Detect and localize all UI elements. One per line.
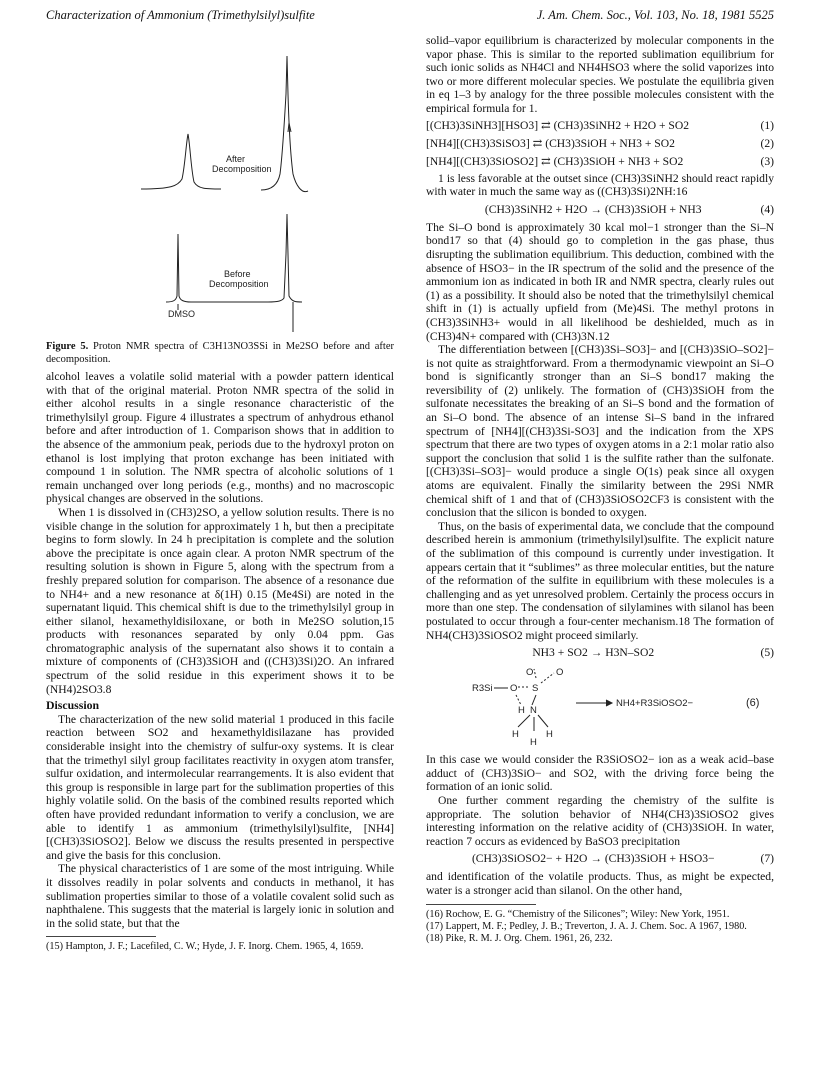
- label-after-2: Decomposition: [212, 164, 272, 174]
- mechanism-6: [426, 665, 774, 749]
- equation-7: (CH3)3SiOSO2− + H2O → (CH3)3SiOH + HSO3− (7): [471, 852, 774, 866]
- footnote-rule: [46, 936, 156, 937]
- label-dmso: DMSO: [168, 309, 195, 319]
- mech-product: NH4+R3SiOSO2−: [616, 698, 694, 710]
- label-before-2: Decomposition: [209, 279, 269, 289]
- mech-r3si: R3Si: [472, 683, 493, 695]
- svg-text:N: N: [530, 705, 537, 717]
- right-paragraph-7: One further comment regarding the chemistry of the sulfite is appropriate. The solution behavior of NH4(CH3)3SiOSO2 gives interesting information on the relative acidity of (CH3)3SiOH. In water, reaction 7 occurs as evidenced by BaSO3 precipitation: [426, 793, 774, 848]
- footnote-rule-right: [426, 904, 536, 905]
- svg-text:H: H: [530, 737, 537, 749]
- figure-caption: Figure 5. Proton NMR spectra of C3H13NO3SSi in Me2SO before and after decomposition.: [46, 341, 394, 365]
- right-paragraph-2: 1 is less favorable at the outset since (CH3)3SiNH2 should react rapidly with water in much the same way as ((CH3)3Si)2NH:16: [426, 171, 774, 199]
- header-title: Characterization of Ammonium (Trimethylsilyl)sulfite: [46, 8, 315, 22]
- four-center-mechanism: [426, 665, 774, 749]
- right-column: [426, 34, 774, 945]
- right-paragraph-3: The Si–O bond is approximately 30 kcal mol−1 stronger than the Si–N bond17 so that (4) should go to completion in the gas phase, thus disrupting the sublimation equilibrium. This deduction, combined with the absence of HSO3− in the IR spectrum of the solid and the presence of the ammonium ion as indicated in both IR and NMR spectra, clearly rules out (1) as a possibility. It should also be noted that the trimethylsilyl chemical shift in (1) is actually upfield from (Me)4Si. The methyl protons in (CH3)3SiNH3+ would in all likelihood be deshielded, much as in (CH3)4N+ compared with (CH3)3N.12: [426, 220, 774, 343]
- nmr-spectra-plot: [46, 34, 394, 334]
- section-heading-discussion: Discussion: [46, 698, 100, 713]
- equation-2: [NH4][(CH3)3SiSO3] ⇄ (CH3)3SiOH + NH3 + SO2 (2): [426, 136, 774, 150]
- svg-text:O: O: [510, 683, 518, 695]
- right-paragraph-1: solid–vapor equilibrium is characterized by molecular components in the vapor phase. This is similar to the reported sublimation equilibrium for such ionic solids as NH4Cl and NH4HSO3 where the solid vaporizes into two or more different molecular species. We postulate the equilibria given in eq 1–3 by analogy for the three possible molecules consistent with the empirical formula for 1.: [426, 34, 774, 115]
- label-after: After: [226, 154, 246, 164]
- svg-text:H: H: [512, 729, 519, 741]
- right-paragraph-8: and identification of the volatile products. Thus, as might be expected, water is a stronger acid than silanol. On the other hand,: [426, 870, 774, 897]
- figure-5: [46, 34, 394, 339]
- svg-text:H: H: [546, 729, 553, 741]
- running-header: [46, 8, 774, 26]
- footnote-16: (16) Rochow, E. G. “Chemistry of the Silicones”; Wiley: New York, 1951.: [426, 908, 730, 920]
- svg-text:O: O: [526, 667, 534, 679]
- right-paragraph-5: Thus, on the basis of experimental data, we conclude that the compound described herein is ammonium (trimethylsilyl)sulfite. The explicit nature of the sublimation of this compound is currently under investigation. It appears certain that it “sublimes” as three molecular entities, but the nature of the reformation of the sulfite in equilibrium with these molecules is a challenging and as yet unresolved problem. Certainly the process occurs in more than one step. The condensation of silylamines with silanol has been postulated to occur through a four-center mechanism.18 The formation of NH4(CH3)3SiOSO2 might proceed similarly.: [426, 519, 774, 642]
- footnote-15: (15) Hampton, J. F.; Lacefiled, C. W.; Hyde, J. F. Inorg. Chem. 1965, 4, 1659.: [46, 941, 364, 953]
- footnote-18: (18) Pike, R. M. J. Org. Chem. 1961, 26, 232.: [426, 932, 613, 944]
- right-paragraph-4: The differentiation between [(CH3)3Si–SO3]− and [(CH3)3SiO–SO2]− is not quite as straightforward. From a thermodynamic viewpoint an Si–O bond is significantly stronger than an Si–S bond17 making the reversibility of (2) unlikely. The formation of (CH3)3SiOH from the sulfonate necessitates the breaking of an Si–S bond and the formation of an Si–O bond. The absence of an intense Si–S band in the infrared spectrum of [NH4][(CH3)3Si-SO3] and the indication from the XPS spectrum that there are two types of oxygen atoms in a 2:1 molar ratio also support the conclusion that solid 1 is the sulfite rather than the sulfonate. [(CH3)3Si–SO3]− would produce a single O(1s) peak since all oxygen atoms are equivalent. Finally the similarity between the 29Si NMR chemical shift of 1 and that of (CH3)3SiOSO2CF3 is consistent with the conclusion that the silicon is bonded to oxygen.: [426, 343, 774, 520]
- right-paragraph-6: In this case we would consider the R3SiOSO2− ion as a weak acid–base adduct of (CH3)3SiO− and SO2, with the driving force being the formation of an ionic solid.: [426, 753, 774, 794]
- spectrum-after: [141, 134, 221, 189]
- label-before: Before: [224, 269, 251, 279]
- equation-6-number: (6): [746, 697, 760, 710]
- svg-text:O: O: [556, 667, 564, 679]
- left-paragraph-2: When 1 is dissolved in (CH3)2SO, a yellow solution results. There is no visible change in the solution for approximately 1 h, but then a precipitate begins to form slowly. In 24 h precipitation is complete and the solution above the precipitate is once again clear. A proton NMR spectrum of the resulting solution is shown in Figure 5, along with the spectrum from a freshly prepared solution for comparison. The absence of a resonance due to NH4+ and a new resonance at δ(1H) 0.15 (Me4Si) are noted in the supernatant liquid. This chemical shift is due to the trimethylsilyl group in either silanol, hexamethyldisiloxane, or both in Me2SO solution,15 products with resonances separated by only 0.04 ppm. Gas chromatographic analysis of the supernatant also shows it to contain a mixture of components of (CH3)3SiOH and ((CH3)3Si)2O. An infrared spectrum of the solid residue in this experiment shows it to be (NH4)2SO3.8: [46, 505, 394, 696]
- svg-text:S: S: [532, 683, 539, 695]
- equation-3: [NH4][(CH3)3SiOSO2] ⇄ (CH3)3SiOH + NH3 + SO2 (3): [426, 154, 774, 168]
- equation-1: [(CH3)3SiNH3][HSO3] ⇄ (CH3)3SiNH2 + H2O + SO2 (1): [426, 118, 774, 132]
- header-journal: J. Am. Chem. Soc., Vol. 103, No. 18, 1981 5525: [536, 8, 774, 22]
- equation-4: (CH3)3SiNH2 + H2O → (CH3)3SiOH + NH3 (4): [484, 202, 774, 216]
- left-paragraph-3: The characterization of the new solid material 1 produced in this facile reaction between SO2 and hexamethyldisilazane has provided considerable insight into the chemistry of sulfur-oxy systems. It is clear that the trimethyl silyl group facilitates reactivity in oxygen atom transfer, sulfur oxidation, and intermolecular rearrangements. It is also evident that this group is responsible in large part for the sublimation properties of this highly volatile solid. On the basis of the combined results reported which often have provided redundant information to verify a conclusion, we are able to identify 1 as ammonium (trimethylsilyl)sulfite, [NH4][(CH3)3SiOSO2]. Below we discuss the results presented in perspective and give the basis for this conclusion.: [46, 712, 394, 862]
- equation-5: NH3 + SO2 → H3N–SO2 (5): [532, 646, 774, 660]
- footnote-17: (17) Lappert, M. F.; Pedley, J. B.; Treverton, J. A. J. Chem. Soc. A 1967, 1980.: [426, 920, 747, 932]
- left-column: [46, 34, 394, 953]
- left-paragraph-1: alcohol leaves a volatile solid material with a powder pattern identical with that of the original material. Proton NMR spectra of the solid in either alcohol results in a single resonance characteristic of the trimethylsilyl group. Figure 4 illustrates a spectrum of anhydrous ethanol before and after introduction of 1. Comparison shows that in addition to the absence of the ammonium peak, periods due to the hydroxyl proton on ethanol is lost implying that proton exchange has been initiated with compound 1 in solution. The NMR spectra of alcoholic solutions of 1 remain unchanged over long periods (e.g., months) and no macroscopic physical changes are observed in the solutions.: [46, 370, 394, 506]
- svg-text:H: H: [518, 705, 525, 717]
- left-paragraph-4: The physical characteristics of 1 are some of the most intriguing. While it dissolves readily in polar solvents and conducts in methanol, it has sublimation properties similar to those of a volatile covalent solid such as naphthalene. This suggests that the material is largely ionic in solution and in the solid state, but that the: [46, 862, 394, 930]
